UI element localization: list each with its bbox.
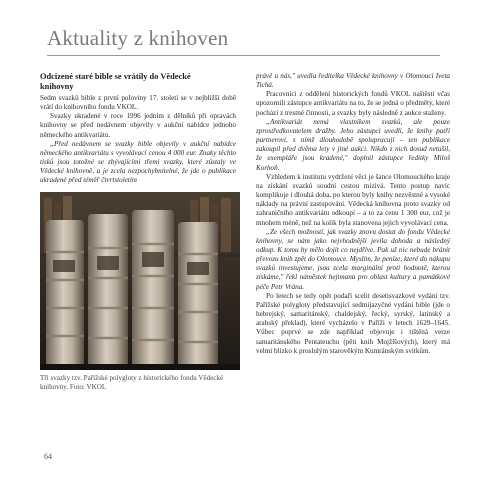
- quote-paragraph: „Ze všech možností, jak svazky znovu dostat do fondu Vědecké knihovny, se nám jako nejvhodnější jevila dohoda a následný odkup. K tomu by mělo dojít co nejdříve. Pak už nic nebude bránit převozu knih zpět do Olomouce. Myslím, že peníze, které do nákupu svazků investujeme, jsou zcela marginální proti hodnotě, kterou získáme," řekl náměstek hejtmana pro oblast kultury a památkové péče Petr Vrána.: [256, 227, 450, 291]
- paragraph: právě u nás," uvedla ředitelka Vědecké knihovny v Olomouci Iveta Tichá.: [256, 72, 450, 90]
- paragraph: Svazky ukradené v roce 1996 jedním z dělníků při opravách knihovny se před nedávnem objevily v aukční nabídce jednoho německého antikvariátu.: [40, 112, 236, 139]
- bible-volumes-photo: [40, 192, 240, 370]
- page-title: Aktuality z knihoven: [47, 26, 229, 50]
- article-title-line1: Odcizené staré bible se vrátily do Vědecké: [40, 72, 191, 81]
- book-spine-1: [46, 220, 84, 370]
- paragraph: Pracovníci z oddělení historických fondů VKOL naštěstí včas upozornili zástupce antikvariátu na to, že se jedná o předměty, které pochází z trestné činnosti, a svazky byly následně z aukce staženy.: [256, 90, 450, 117]
- left-column: [40, 72, 236, 186]
- article-title: [40, 72, 236, 92]
- article-title-line2: knihovny: [40, 82, 74, 91]
- paragraph: Po letech se tedy opět podaří scelit desetisvazkové vydání tzv. Pařížské polygloty představující sedmijazyčné vydání bible (jde o hebrejský, samaritánský, chaldejský, řecký, syrský, latinský a arabský překlad), které vycházelo v Paříži v letech 1629–1645. Vůbec poprvé se zde například objevuje i tištěná verze samaritánského Pentateuchu (pěti knih Mojžíšových), který má velmi blízko k proslulým starověkým Kumránským svitkům.: [256, 291, 450, 355]
- photo-caption: Tři svazky tzv. Pařížské polygloty z historického fondu Vědecké knihovny. Foto: VKOL: [40, 374, 224, 391]
- right-column: [256, 72, 450, 356]
- paragraph: Vzhledem k institutu vydržení věci je šance Olomouckého kraje na získání svazků soudní cestou mizivá. Tento postup navíc komplikuje i dlouhá doba, po kterou byly knihy nezvěstné a vysoké náklady na právní zastupování. Vědecká knihovna proto svazky od zahraničního antikvariátu odkoupí – a to za cenu 1 300 eur, což je mnohem méně, než na kolik byla stanovena jejich vyvolávací cena.: [256, 172, 450, 227]
- quote-paragraph: „Před nedávnem se svazky bible objevily v aukční nabídce německého antikvariátu s vyvolávací cenou 4 000 eur. Znaky těchto tisků jsou totožné se zbývajícími třemi svazky, které zůstaly ve Vědecké knihovně, a je zcela nezpochybnitelné, že jde o publikace ukradené před téměř čtvrtstoletím: [40, 139, 236, 185]
- paragraph: Sedm svazků bible z první poloviny 17. století se v nejbližší době vrátí do knihovního fondu VKOL.: [40, 94, 236, 112]
- photo-image: [40, 192, 240, 370]
- title-divider: [47, 55, 440, 56]
- quote-paragraph: „Antikvariát nemá vlastníkem svazků, ale pouze zprostředkovatelem dražby. Jeho zástupci uvedli, že knihy patří partnerovi, s nímž dlouhodobě spolupracují – ten publikace zakoupil před dvěma lety v jiné aukci. Nikdo z nich dosud netušil, že exempláře jsou kradené," doplnil zástupce ředitky Miloš Korhoň.: [256, 117, 450, 172]
- page-number: 64: [44, 452, 52, 461]
